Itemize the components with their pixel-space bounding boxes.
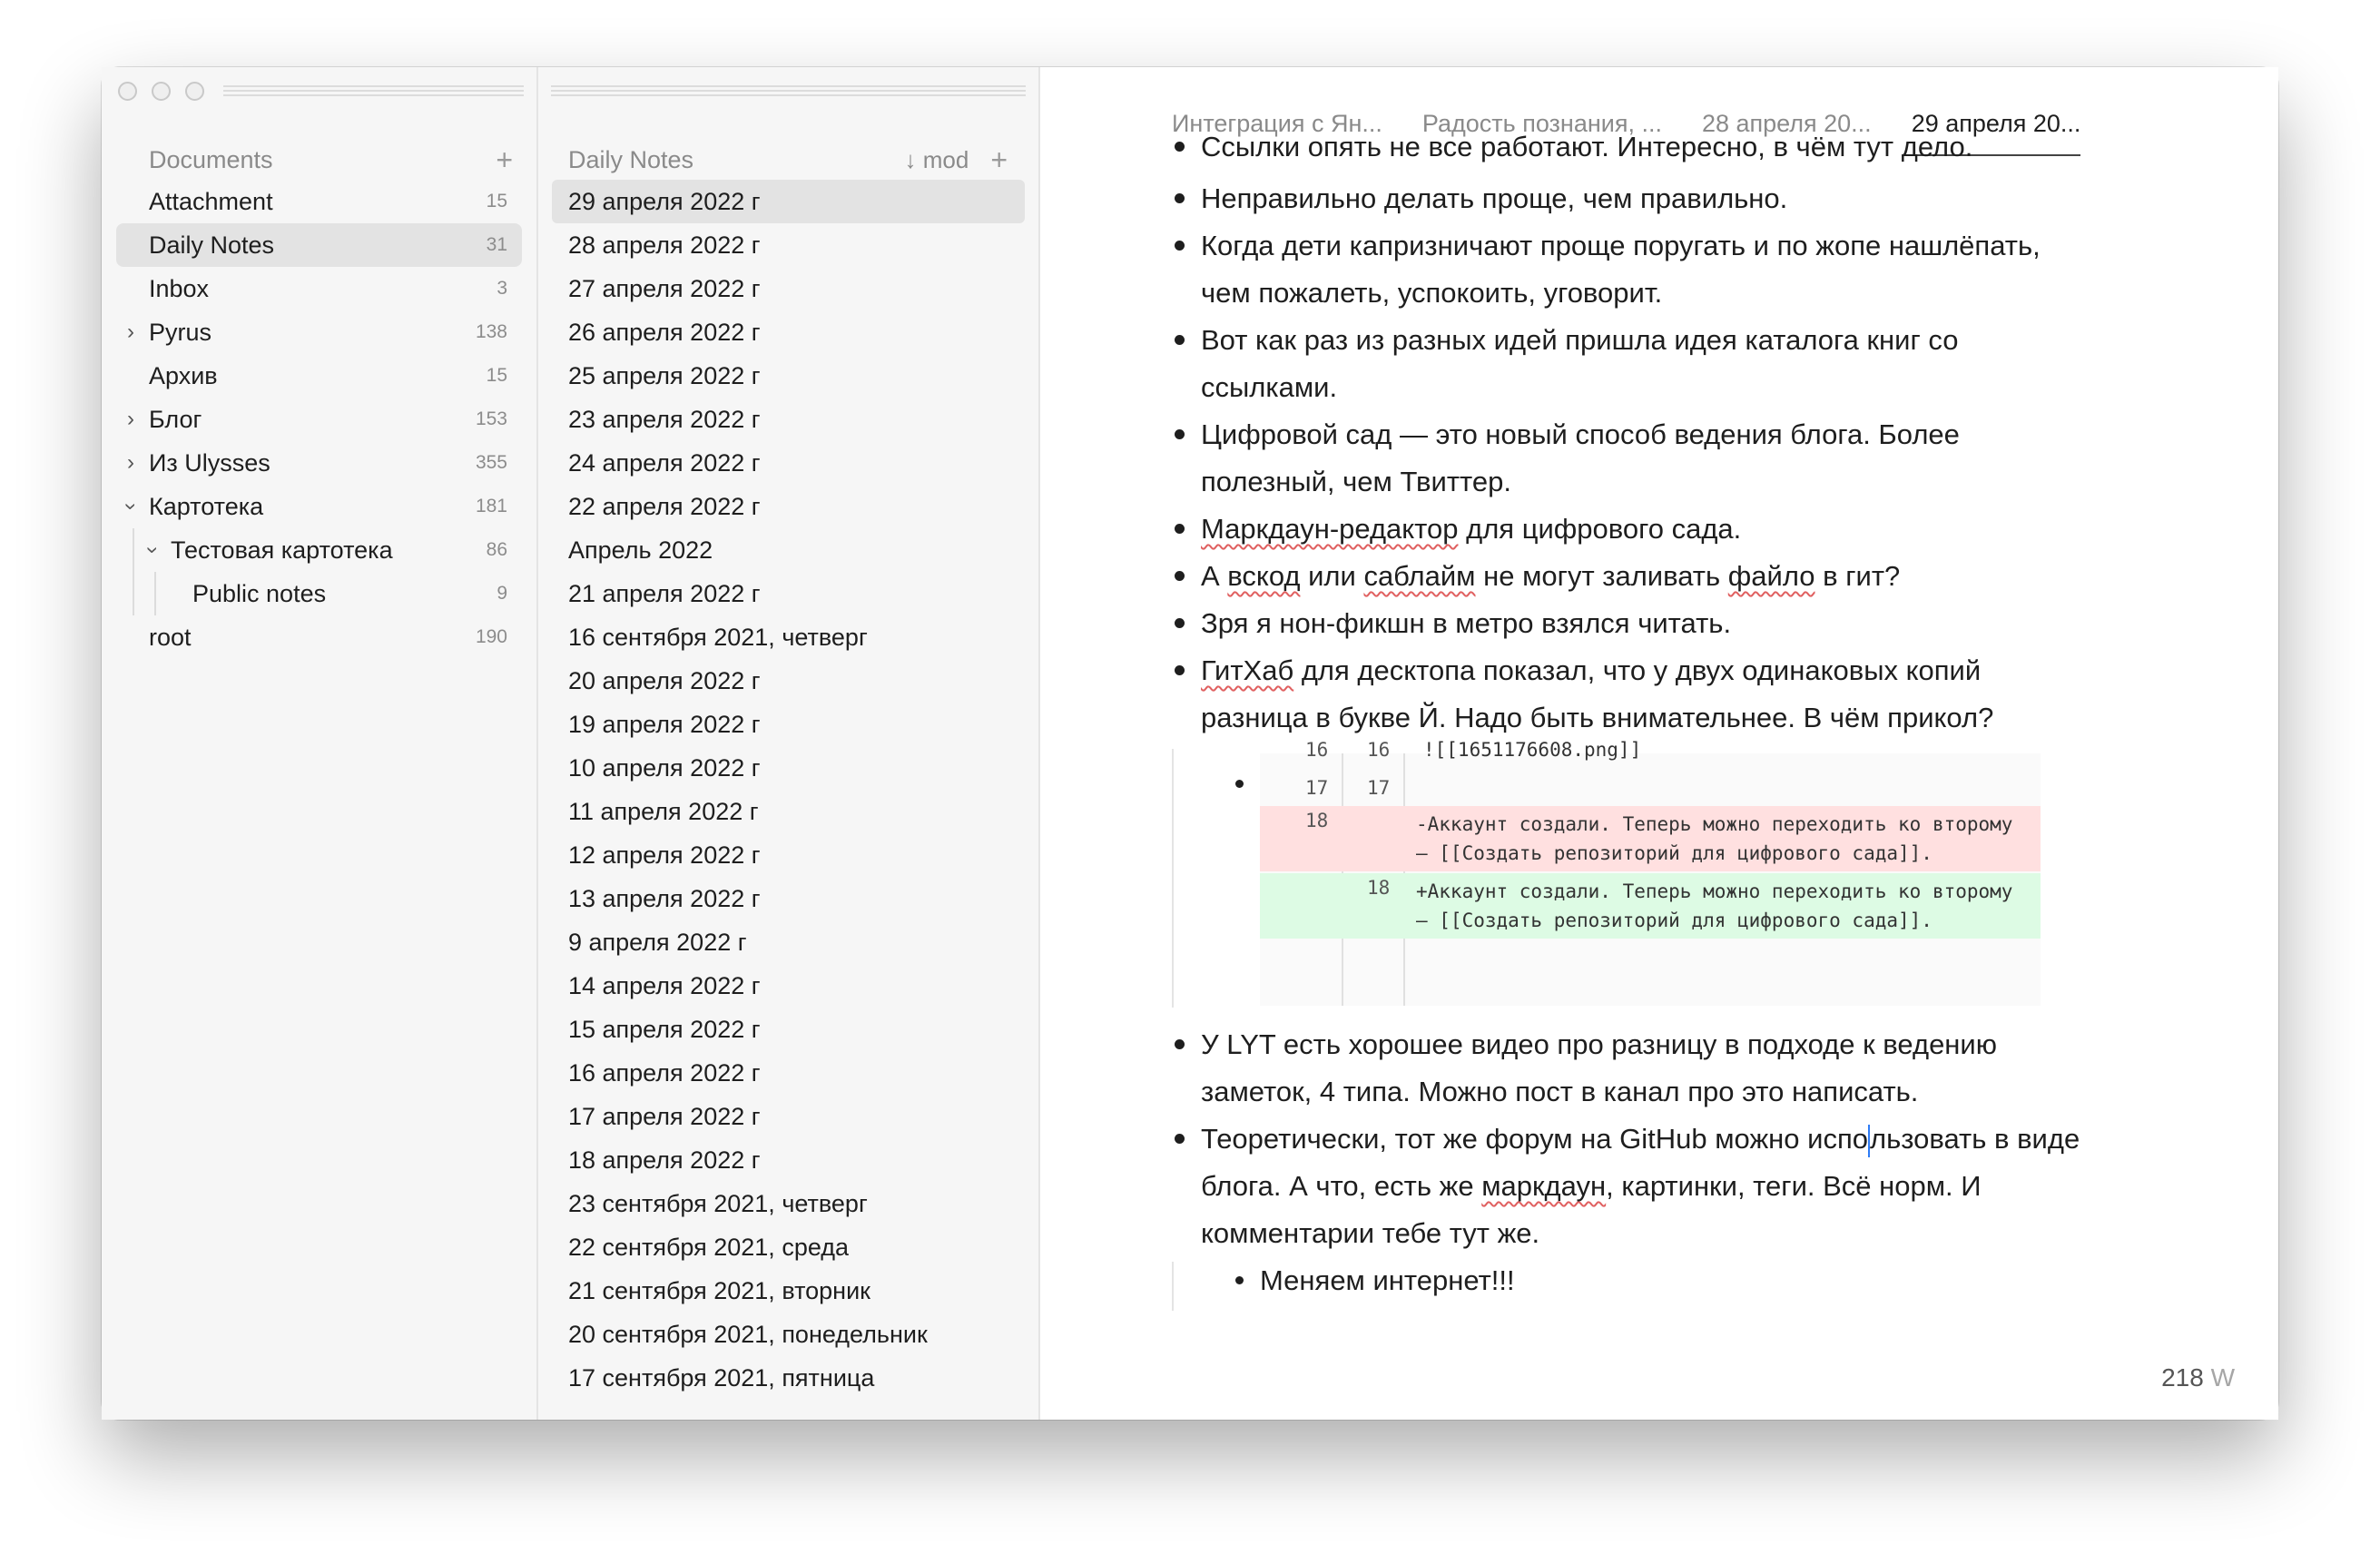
- bullet-icon: [1175, 241, 1185, 251]
- note-list-item[interactable]: 21 апреля 2022 г: [568, 579, 761, 607]
- sidebar-item-count: 190: [475, 626, 507, 647]
- note-list-item[interactable]: 17 сентября 2021, пятница: [568, 1363, 875, 1392]
- misspelled-word[interactable]: ГитХаб: [1201, 654, 1294, 686]
- bullet-icon: [1235, 1276, 1244, 1284]
- diff-deleted-row: 18 -Аккаунт создали. Теперь можно переходить ко второму — [[Создать репозиторий для цифрового сада]].: [1260, 806, 2041, 871]
- note-list-item[interactable]: 16 апреля 2022 г: [568, 1058, 761, 1087]
- app-window: [102, 67, 2278, 1420]
- block-indent-bar: [1172, 749, 1174, 1008]
- note-list-item[interactable]: 10 апреля 2022 г: [568, 753, 761, 782]
- tree-guide-line: [133, 572, 134, 615]
- diff-added-row: 18 +Аккаунт создали. Теперь можно переходить ко второму — [[Создать репозиторий для цифрового сада]].: [1260, 873, 2041, 939]
- misspelled-word[interactable]: вскод: [1227, 560, 1301, 592]
- note-list-item[interactable]: 12 апреля 2022 г: [568, 841, 761, 869]
- note-list-item[interactable]: 27 апреля 2022 г: [568, 274, 761, 302]
- sidebar-item-ulysses[interactable]: [116, 441, 522, 485]
- sidebar-item-count: 181: [475, 496, 507, 516]
- sidebar-item-card-index[interactable]: [116, 485, 522, 528]
- sidebar-item-count: 355: [475, 452, 507, 473]
- sidebar-item-blog[interactable]: [116, 398, 522, 441]
- sidebar-item-test-card-index[interactable]: [116, 528, 522, 572]
- misspelled-word[interactable]: саблайм: [1363, 560, 1476, 592]
- sidebar-item-count: 153: [475, 408, 507, 429]
- note-list: [552, 180, 1025, 1400]
- word-count-unit: W: [2210, 1363, 2235, 1392]
- bullet-icon: [1175, 665, 1185, 675]
- tab-april-28[interactable]: 28 апреля 20...: [1701, 110, 1872, 137]
- list-item: Вот как раз из разных идей пришла идея каталога книг со: [1172, 317, 2161, 364]
- note-list-item[interactable]: 13 апреля 2022 г: [568, 884, 761, 912]
- chevron-right-icon[interactable]: ›: [127, 407, 134, 431]
- sidebar-item-root[interactable]: [116, 615, 522, 659]
- sidebar-item-label: Архив: [149, 361, 218, 389]
- sidebar-item-daily-notes[interactable]: [116, 223, 522, 267]
- note-content[interactable]: [1172, 131, 2161, 1371]
- zoom-window-button[interactable]: [185, 82, 204, 101]
- sidebar-item-attachment[interactable]: [116, 180, 522, 223]
- nested-list-item: Меняем интернет!!!: [1172, 1257, 2161, 1304]
- bullet-icon: [1175, 1134, 1185, 1144]
- sidebar-item-public-notes[interactable]: [116, 572, 522, 615]
- list-item: Цифровой сад — это новый способ ведения блога. Более: [1172, 411, 2161, 458]
- note-list-item[interactable]: 23 апреля 2022 г: [568, 405, 761, 433]
- minimize-window-button[interactable]: [152, 82, 171, 101]
- note-list-item[interactable]: Апрель 2022: [568, 536, 713, 564]
- note-list-item[interactable]: 11 апреля 2022 г: [568, 797, 759, 825]
- list-item-continuation: комментарии тебе тут же.: [1201, 1217, 1540, 1249]
- tree-guide-line: [133, 528, 134, 572]
- list-item-continuation: чем пожалеть, успокоить, уговорит.: [1201, 277, 1663, 309]
- note-list-item[interactable]: 28 апреля 2022 г: [568, 231, 761, 259]
- tab-april-29[interactable]: 29 апреля 20...: [1912, 91, 2081, 156]
- add-folder-button[interactable]: +: [496, 143, 513, 176]
- sidebar-item-count: 9: [497, 583, 507, 604]
- note-list-item[interactable]: 29 апреля 2022 г: [552, 180, 1025, 223]
- misspelled-word[interactable]: маркдаун: [1481, 1170, 1607, 1202]
- list-item: Маркдаун-редактор для цифрового сада.: [1172, 506, 2161, 553]
- sidebar-item-label: Daily Notes: [149, 231, 275, 259]
- note-list-item[interactable]: 17 апреля 2022 г: [568, 1102, 761, 1130]
- bullet-icon: [1175, 524, 1185, 534]
- tree-guide-line: [154, 572, 156, 615]
- sidebar-item-label: Тестовая картотека: [171, 536, 393, 564]
- sidebar-item-label: Картотека: [149, 492, 264, 520]
- list-item-continuation: ссылками.: [1201, 371, 1338, 403]
- list-item: Зря я нон-фикшн в метро взялся читать.: [1172, 600, 2161, 647]
- sidebar-item-label: root: [149, 623, 192, 651]
- list-item: Когда дети капризничают проще поругать и по жопе нашлёпать,: [1172, 222, 2161, 270]
- chevron-down-icon[interactable]: ›: [141, 546, 165, 554]
- list-item-continuation: заметок, 4 типа. Можно пост в канал про это написать.: [1201, 1076, 1919, 1107]
- list-item-continuation: блога. А что, есть же маркдаун, картинки, теги. Всё норм. И: [1201, 1170, 1982, 1202]
- note-list-item[interactable]: 15 апреля 2022 г: [568, 1015, 761, 1043]
- note-list-item[interactable]: 22 апреля 2022 г: [568, 492, 761, 520]
- note-list-item[interactable]: 24 апреля 2022 г: [568, 448, 761, 477]
- chevron-down-icon[interactable]: ›: [119, 503, 143, 510]
- tab-integration[interactable]: Интеграция с Ян...: [1172, 110, 1382, 137]
- sidebar-item-count: 15: [486, 191, 507, 211]
- bullet-icon: [1175, 335, 1185, 345]
- chevron-right-icon[interactable]: ›: [127, 450, 134, 475]
- folder-list: [116, 180, 522, 659]
- sidebar-item-count: 15: [486, 365, 507, 386]
- diff-image[interactable]: [1260, 739, 2041, 1006]
- note-list-item[interactable]: 23 сентября 2021, четверг: [568, 1189, 868, 1217]
- note-list-item[interactable]: 18 апреля 2022 г: [568, 1146, 761, 1174]
- sidebar-item-label: Inbox: [149, 274, 210, 302]
- editor-pane: [1040, 67, 2278, 1420]
- sidebar-title: Documents: [149, 145, 273, 173]
- diff-context-row: 17 17: [1305, 777, 1391, 799]
- list-item: Ссылки опять не все работают. Интересно, в чём тут дело.: [1172, 123, 2161, 171]
- tab-joy-of-knowing[interactable]: Радость познания, ...: [1421, 110, 1662, 137]
- sidebar-item-count: 138: [475, 321, 507, 342]
- chevron-right-icon[interactable]: ›: [127, 320, 134, 344]
- note-list-item[interactable]: 25 апреля 2022 г: [568, 361, 761, 389]
- misspelled-word[interactable]: файло: [1727, 560, 1815, 592]
- close-window-button[interactable]: [118, 82, 137, 101]
- bullet-icon: [1175, 429, 1185, 439]
- bullet-icon: [1175, 571, 1185, 581]
- note-list-pane: [538, 67, 1040, 1420]
- note-list-item[interactable]: 19 апреля 2022 г: [568, 710, 761, 738]
- drag-region[interactable]: [551, 85, 1026, 98]
- list-item: Теоретически, тот же форум на GitHub можно использовать в виде: [1172, 1116, 2161, 1163]
- bullet-icon: [1235, 780, 1244, 788]
- sidebar-item-count: 31: [486, 234, 507, 255]
- bullet-icon: [1175, 1039, 1185, 1049]
- bullet-icon: [1175, 618, 1185, 628]
- note-list-item[interactable]: 20 сентября 2021, понедельник: [568, 1320, 928, 1348]
- list-item-continuation: полезный, чем Твиттер.: [1201, 466, 1511, 497]
- sidebar-item-count: 86: [486, 539, 507, 560]
- list-item-continuation: разница в букве Й. Надо быть внимательнее. В чём прикол?: [1201, 702, 1994, 733]
- note-list-item[interactable]: 21 сентября 2021, вторник: [568, 1276, 870, 1304]
- sidebar-item-count: 3: [497, 278, 507, 299]
- note-list-item[interactable]: 26 апреля 2022 г: [568, 318, 761, 346]
- sidebar-item-pyrus[interactable]: [116, 310, 522, 354]
- sidebar-item-inbox[interactable]: [116, 267, 522, 310]
- note-list-item[interactable]: 16 сентября 2021, четверг: [568, 623, 868, 651]
- sidebar-item-archive[interactable]: [116, 354, 522, 398]
- note-list-item[interactable]: 20 апреля 2022 г: [568, 666, 761, 694]
- sort-button[interactable]: ↓ mod: [904, 145, 969, 173]
- note-list-title: Daily Notes: [568, 145, 694, 173]
- list-item: У LYT есть хорошее видео про разницу в подходе к ведению: [1172, 1021, 2161, 1068]
- sidebar-item-label: Из Ulysses: [149, 448, 270, 477]
- sidebar-item-label: Блог: [149, 405, 202, 433]
- note-list-item[interactable]: 14 апреля 2022 г: [568, 971, 761, 999]
- diff-context-row: 16 16 ![[1651176608.png]]: [1305, 739, 1642, 761]
- add-note-button[interactable]: +: [990, 143, 1008, 176]
- note-list-item[interactable]: 22 сентября 2021, среда: [568, 1233, 850, 1261]
- window-controls: [118, 82, 204, 101]
- word-count[interactable]: [2161, 1363, 2235, 1392]
- word-count-value: 218: [2161, 1363, 2204, 1392]
- misspelled-word[interactable]: Маркдаун-редактор: [1201, 513, 1459, 545]
- list-item: А вскод или саблайм не могут заливать файло в гит?: [1172, 553, 2161, 600]
- bullet-icon: [1175, 142, 1185, 152]
- note-list-item[interactable]: 9 апреля 2022 г: [568, 928, 747, 956]
- sidebar-header: [149, 140, 513, 180]
- sidebar-item-label: Public notes: [192, 579, 327, 607]
- list-item: Неправильно делать проще, чем правильно.: [1172, 175, 2161, 222]
- bullet-icon: [1175, 193, 1185, 203]
- sidebar-item-label: Pyrus: [149, 318, 212, 346]
- sidebar-item-label: Attachment: [149, 187, 273, 215]
- drag-region[interactable]: [223, 85, 524, 98]
- list-item: ГитХаб для десктопа показал, что у двух одинаковых копий: [1172, 647, 2161, 694]
- note-list-header: [568, 140, 1008, 180]
- sidebar: [102, 67, 538, 1420]
